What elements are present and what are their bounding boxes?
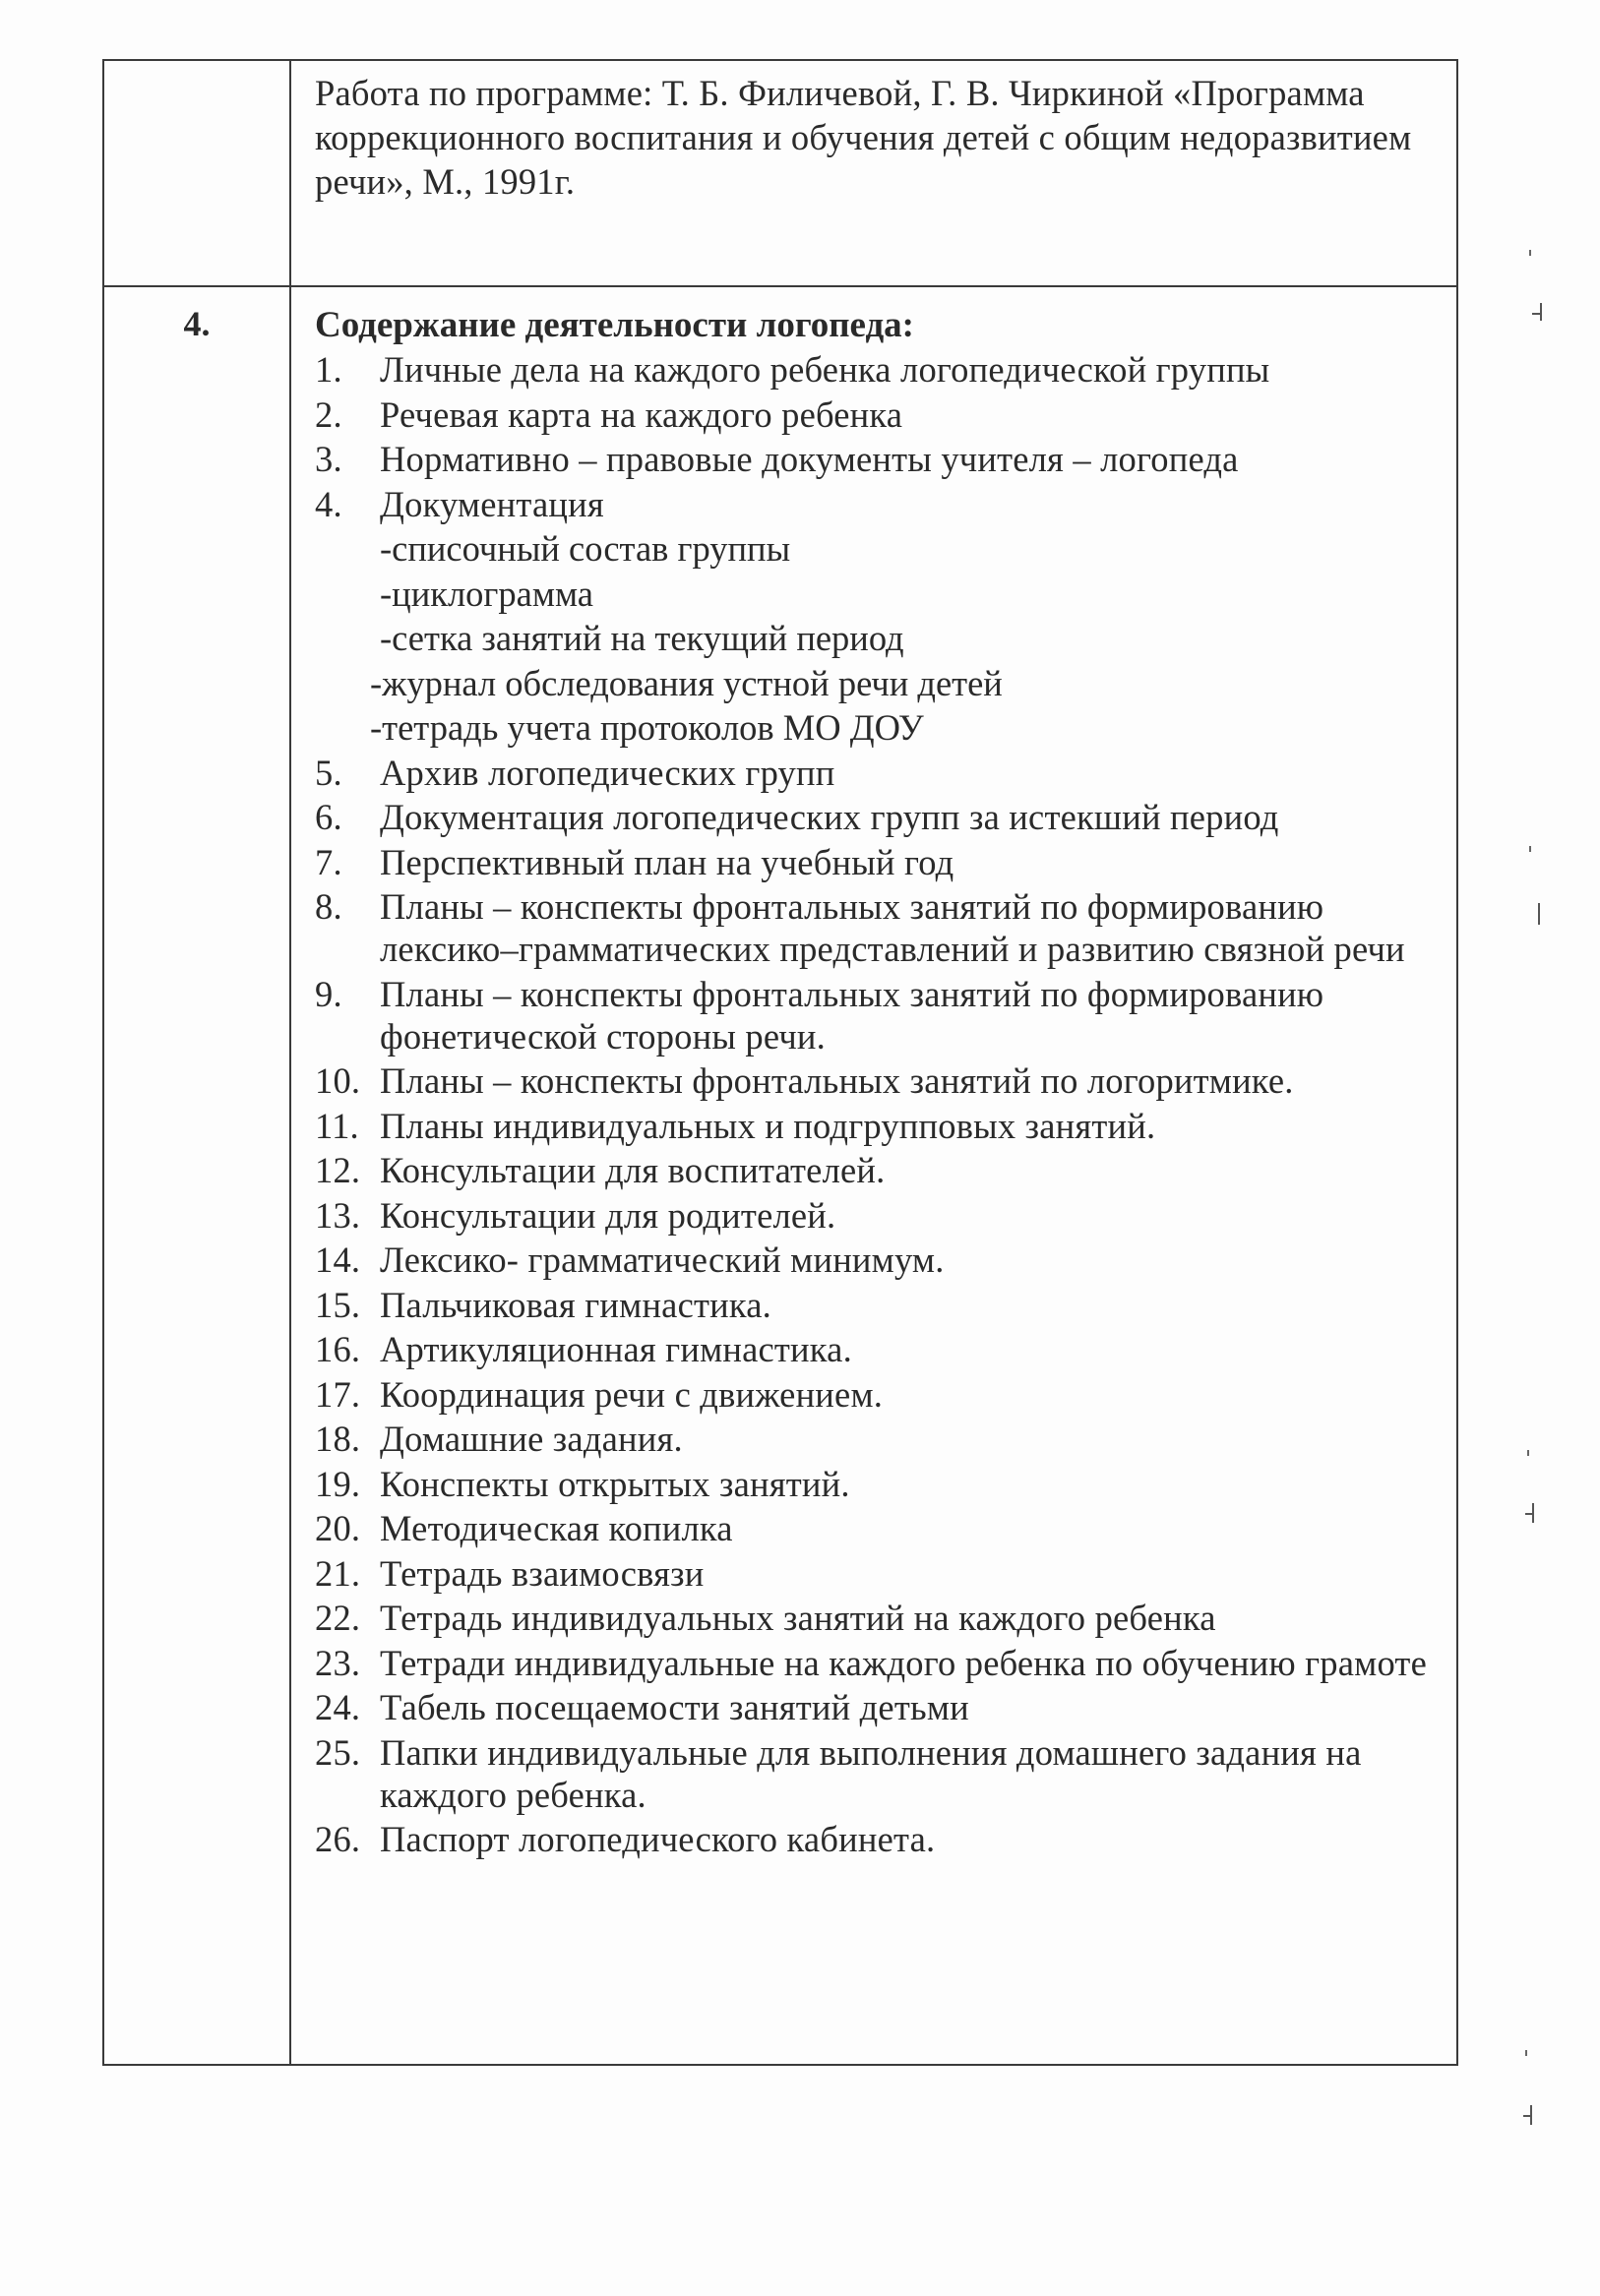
sub-list-item: -списочный состав группы [380,528,791,569]
list-item: 24. Табель посещаемости занятий детьми [315,1687,969,1727]
list-item: 9. Планы – конспекты фронтальных занятий по формированию фонетической стороны речи. [315,973,1324,1057]
list-item: 3. Нормативно – правовые документы учителя – логопеда [315,439,1239,479]
list-item: 16. Артикуляционная гимнастика. [315,1329,852,1369]
program-reference-text: Работа по программе: Т. Б. Филичевой, Г. В. Чиркиной «Программа коррекционного воспитания и обучения детей с общим недоразвитием речи», М., 1991г. [315,73,1412,202]
table-row [103,286,1457,2065]
sub-list-item: -журнал обследования устной речи детей [370,662,1003,703]
list-item: 22. Тетрадь индивидуальных занятий на каждого ребенка [315,1598,1216,1638]
list-item: 8. Планы – конспекты фронтальных занятий по формированию лексико–грамматических представлений и развитию связной речи [315,886,1405,969]
list-item: 12. Консультации для воспитателей. [315,1150,886,1190]
list-item: 2. Речевая карта на каждого ребенка [315,393,903,435]
list-item: 5. Архив логопедических групп [315,752,835,793]
documentation-sublist [291,527,1456,749]
content-cell [290,286,1457,2065]
list-item: 25. Папки индивидуальные для выполнения домашнего задания на каждого ребенка. [315,1731,1362,1815]
list-item: 7. Перспективный план на учебный год [315,841,954,882]
documentation-list [291,752,1456,1861]
list-item: 4. Документация [315,483,604,524]
list-item: 13. Консультации для родителей. [315,1194,836,1236]
list-item: 17. Координация речи с движением. [315,1373,884,1415]
sub-list-item: -циклограмма [380,573,593,614]
list-item: 26. Паспорт логопедического кабинета. [315,1819,936,1859]
list-item: 19. Конспекты открытых занятий. [315,1463,850,1504]
list-item: 15. Пальчиковая гимнастика. [315,1284,771,1325]
section-heading: Содержание деятельности логопеда: [315,305,915,345]
table-row [103,60,1457,286]
list-item: 18. Домашние задания. [315,1419,683,1459]
document-table [102,59,1458,2066]
sub-list-item: -тетрадь учета протоколов МО ДОУ [370,707,924,748]
number-cell [103,286,290,2065]
list-item: 6. Документация логопедических групп за истекший период [315,797,1279,837]
list-item: 23. Тетради индивидуальные на каждого ребенка по обучению грамоте [315,1642,1427,1683]
list-item: 14. Лексико- грамматический минимум. [315,1239,945,1280]
section-number: 4. [183,304,211,343]
list-item: 10. Планы – конспекты фронтальных занятий по логоритмике. [315,1060,1294,1101]
documentation-list [291,348,1456,525]
list-item: 1. Личные дела на каждого ребенка логопедической группы [315,349,1270,390]
list-item: 11. Планы индивидуальных и подгрупповых занятий. [315,1105,1156,1146]
sub-list-item: -сетка занятий на текущий период [380,618,904,658]
content-cell [290,60,1457,286]
list-item: 20. Методическая копилка [315,1508,733,1548]
list-item: 21. Тетрадь взаимосвязи [315,1552,705,1594]
number-cell [103,60,290,286]
